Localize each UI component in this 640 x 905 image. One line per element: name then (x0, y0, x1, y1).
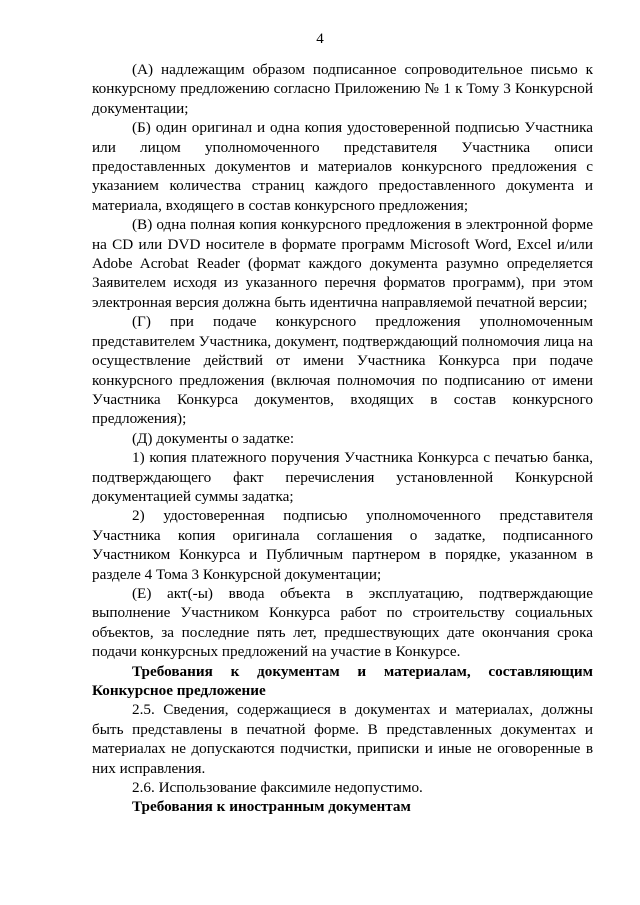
paragraph-item-e: (Е) акт(-ы) ввода объекта в эксплуатацию, подтверждающие выполнение Участником Конкурса работ по строительству социальных объектов, за последние пять лет, предшествующих дате окончания срока подачи конкурсных предложений на участие в Конкурсе. (92, 584, 593, 661)
paragraph-item-g: (Г) при подаче конкурсного предложения уполномоченным представителем Участника, документ, подтверждающий полномочия лица на осуществление действий от имени Участника Конкурса при подаче конкурсного предложения (включая полномочия по подписанию от имени Участника Конкурса документов, входящих в состав конкурсного предложения); (92, 313, 593, 428)
paragraph-item-v: (В) одна полная копия конкурсного предложения в электронной форме на CD или DVD носителе в формате программ Microsoft Word, Excel и/или Adobe Acrobat Reader (формат каждого документа разумно определяется Заявителем исходя из указанного перечня форматов программ), при этом электронная версия должна быть идентична направляемой печатной версии; (92, 216, 593, 311)
paragraph-subitem-1: 1) копия платежного поручения Участника Конкурса с печатью банка, подтверждающего факт перечисления установленной Конкурсной документацией суммы задатка; (92, 449, 593, 505)
document-body (92, 60, 593, 817)
paragraph-item-a: (А) надлежащим образом подписанное сопроводительное письмо к конкурсному предложению согласно Приложению № 1 к Тому 3 Конкурсной документации; (92, 61, 593, 117)
section-heading-foreign-documents: Требования к иностранным документам (132, 798, 411, 816)
paragraph-2-5: 2.5. Сведения, содержащиеся в документах и материалах, должны быть представлены в печатной форме. В представленных документах и материалах не допускаются подчистки, приписки и иные не оговоренные в них исправления. (92, 701, 593, 777)
paragraph-item-d: (Д) документы о задатке: (132, 429, 295, 447)
paragraph-item-b: (Б) один оригинал и одна копия удостоверенной подписью Участника или лицом уполномоченного представителя Участника описи предоставленных документов и материалов конкурсного предложения с указанием количества страниц каждого предоставленного документа и материала, входящего в состав конкурсного предложения; (92, 119, 593, 214)
page-number: 4 (316, 31, 324, 47)
section-heading-requirements: Требования к документам и материалам, составляющим Конкурсное предложение (92, 662, 593, 699)
paragraph-subitem-2: 2) удостоверенная подписью уполномоченного представителя Участника копия оригинала соглашения о задатке, подписанного Участником Конкурса и Публичным партнером в порядке, указанном в разделе 4 Тома 3 Конкурсной документации; (92, 507, 593, 583)
paragraph-2-6: 2.6. Использование факсимиле недопустимо. (132, 779, 423, 797)
